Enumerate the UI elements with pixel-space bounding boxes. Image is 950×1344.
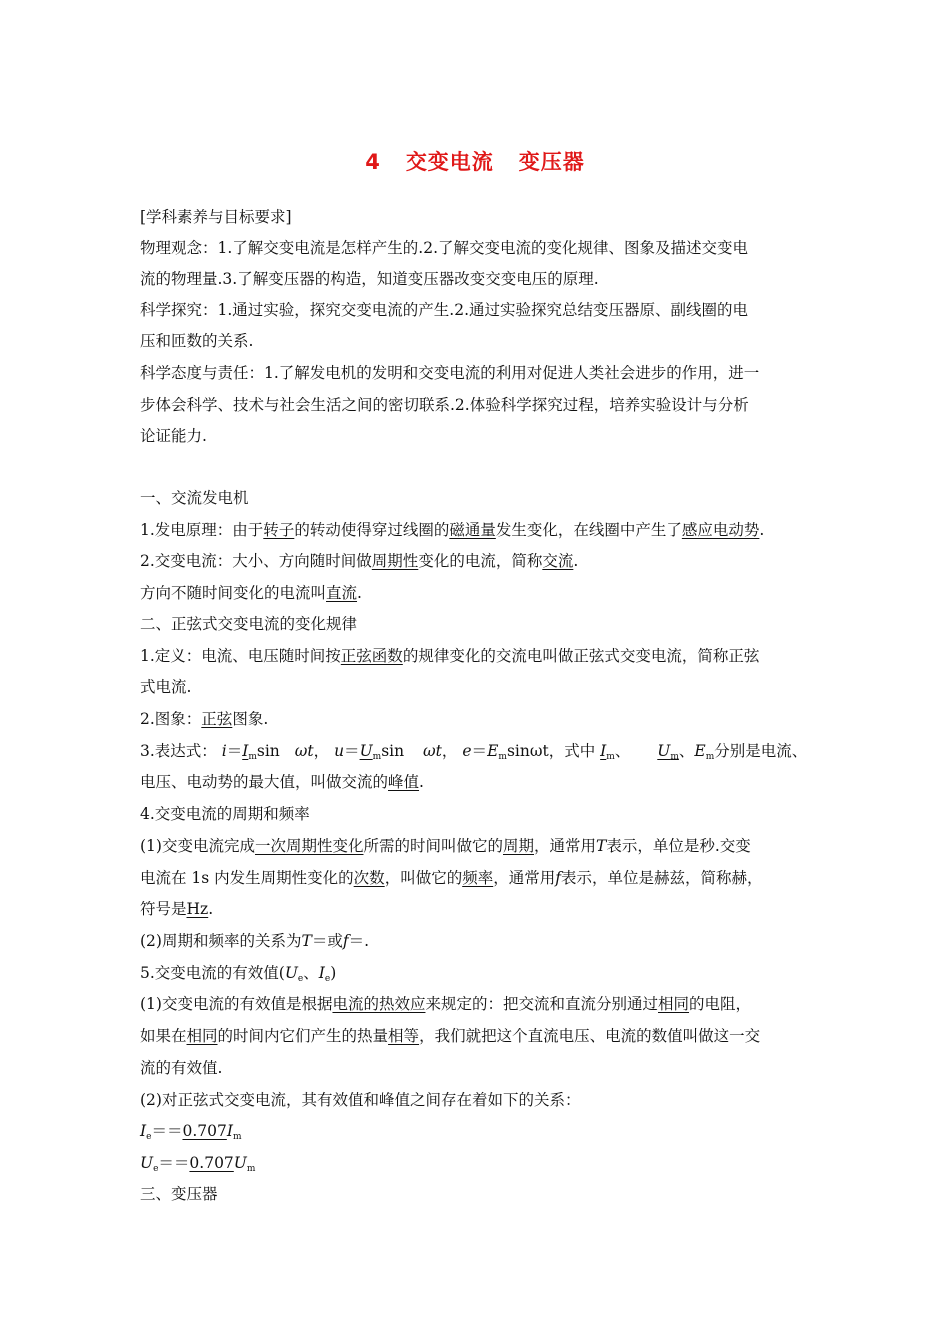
goals-line-5: 科学态度与责任：1.了解发电机的发明和交变电流的利用对促进人类社会进步的作用，进一 bbox=[140, 364, 760, 382]
goals-line-2: 流的物理量.3.了解变压器的构造，知道变压器改变交变电压的原理. bbox=[140, 270, 599, 288]
goals-line-6: 步体会科学、技术与社会生活之间的密切联系.2.体验科学探究过程，培养实验设计与分析 bbox=[140, 396, 749, 414]
paragraph-ac-definition: 2.交变电流：大小、方向随时间做周期性变化的电流，简称交流. bbox=[140, 552, 579, 570]
paragraph-effective-value-1: (1)交变电流的有效值是根据电流的热效应来规定的：把交流和直流分别通过相同的电阻， bbox=[140, 995, 752, 1013]
paragraph-effective-value-2: 如果在相同的时间内它们产生的热量相等，我们就把这个直流电压、电流的数值叫做这一交 bbox=[140, 1027, 761, 1045]
paragraph-graph: 2.图象：正弦图象. bbox=[140, 710, 269, 728]
section-heading-2: 二、正弦式交变电流的变化规律 bbox=[140, 615, 358, 633]
paragraph-period-frequency-relation: (2)周期和频率的关系为T＝或f＝. bbox=[140, 932, 370, 950]
formula-current-effective: $I_e==0.707I_m$ bbox=[140, 1122, 242, 1142]
goals-line-7: 论证能力. bbox=[140, 427, 207, 445]
paragraph-effective-value-3: 流的有效值. bbox=[140, 1059, 223, 1077]
paragraph-sine-definition-cont: 式电流. bbox=[140, 678, 192, 696]
paragraph-hz-symbol: 符号是Hz. bbox=[140, 900, 214, 918]
paragraph-dc-definition: 方向不随时间变化的电流叫直流. bbox=[140, 584, 362, 602]
paragraph-period: (1)交变电流完成一次周期性变化所需的时间叫做它的周期，通常用T表示，单位是秒.交变 bbox=[140, 837, 751, 855]
subheading-effective-value: 5.交变电流的有效值($U_e$、$I_e$) bbox=[140, 964, 337, 984]
paragraph-sine-definition: 1.定义：电流、电压随时间按正弦函数的规律变化的交流电叫做正弦式交变电流，简称正弦 bbox=[140, 647, 760, 665]
section-heading-1: 一、交流发电机 bbox=[140, 489, 249, 507]
goals-line-1: 物理观念：1.了解交变电流是怎样产生的.2.了解交变电流的变化规律、图象及描述交变电 bbox=[140, 239, 749, 257]
paragraph-generation-principle: 1.发电原理：由于转子的转动使得穿过线圈的磁通量发生变化，在线圈中产生了感应电动势. bbox=[140, 521, 765, 539]
paragraph-effective-value-4: (2)对正弦式交变电流，其有效值和峰值之间存在着如下的关系： bbox=[140, 1091, 581, 1109]
goals-line-3: 科学探究：1.通过实验，探究交变电流的产生.2.通过实验探究总结变压器原、副线圈的电 bbox=[140, 301, 749, 319]
paragraph-expression: 3.表达式： $i=I_m\sin$ ωt， $u=U_m\sin$ ωt， $e=E_m\sin\omega t$，式中 $I_m$、 $U_m$、$E_m$分别是电流、 bbox=[140, 742, 808, 762]
paragraph-frequency: 电流在 1s 内发生周期性变化的次数，叫做它的频率，通常用f表示，单位是赫兹，简称赫， bbox=[140, 869, 763, 887]
paragraph-peak-value: 电压、电动势的最大值，叫做交流的峰值. bbox=[140, 773, 424, 791]
section-heading-3: 三、变压器 bbox=[140, 1185, 218, 1203]
goals-line-4: 压和匝数的关系. bbox=[140, 332, 254, 350]
goals-header: [学科素养与目标要求] bbox=[140, 208, 292, 226]
page-title: 4 交变电流 变压器 bbox=[365, 150, 585, 174]
formula-voltage-effective: $U_e==0.707U_m$ bbox=[140, 1154, 256, 1174]
subheading-period-frequency: 4.交变电流的周期和频率 bbox=[140, 805, 310, 823]
